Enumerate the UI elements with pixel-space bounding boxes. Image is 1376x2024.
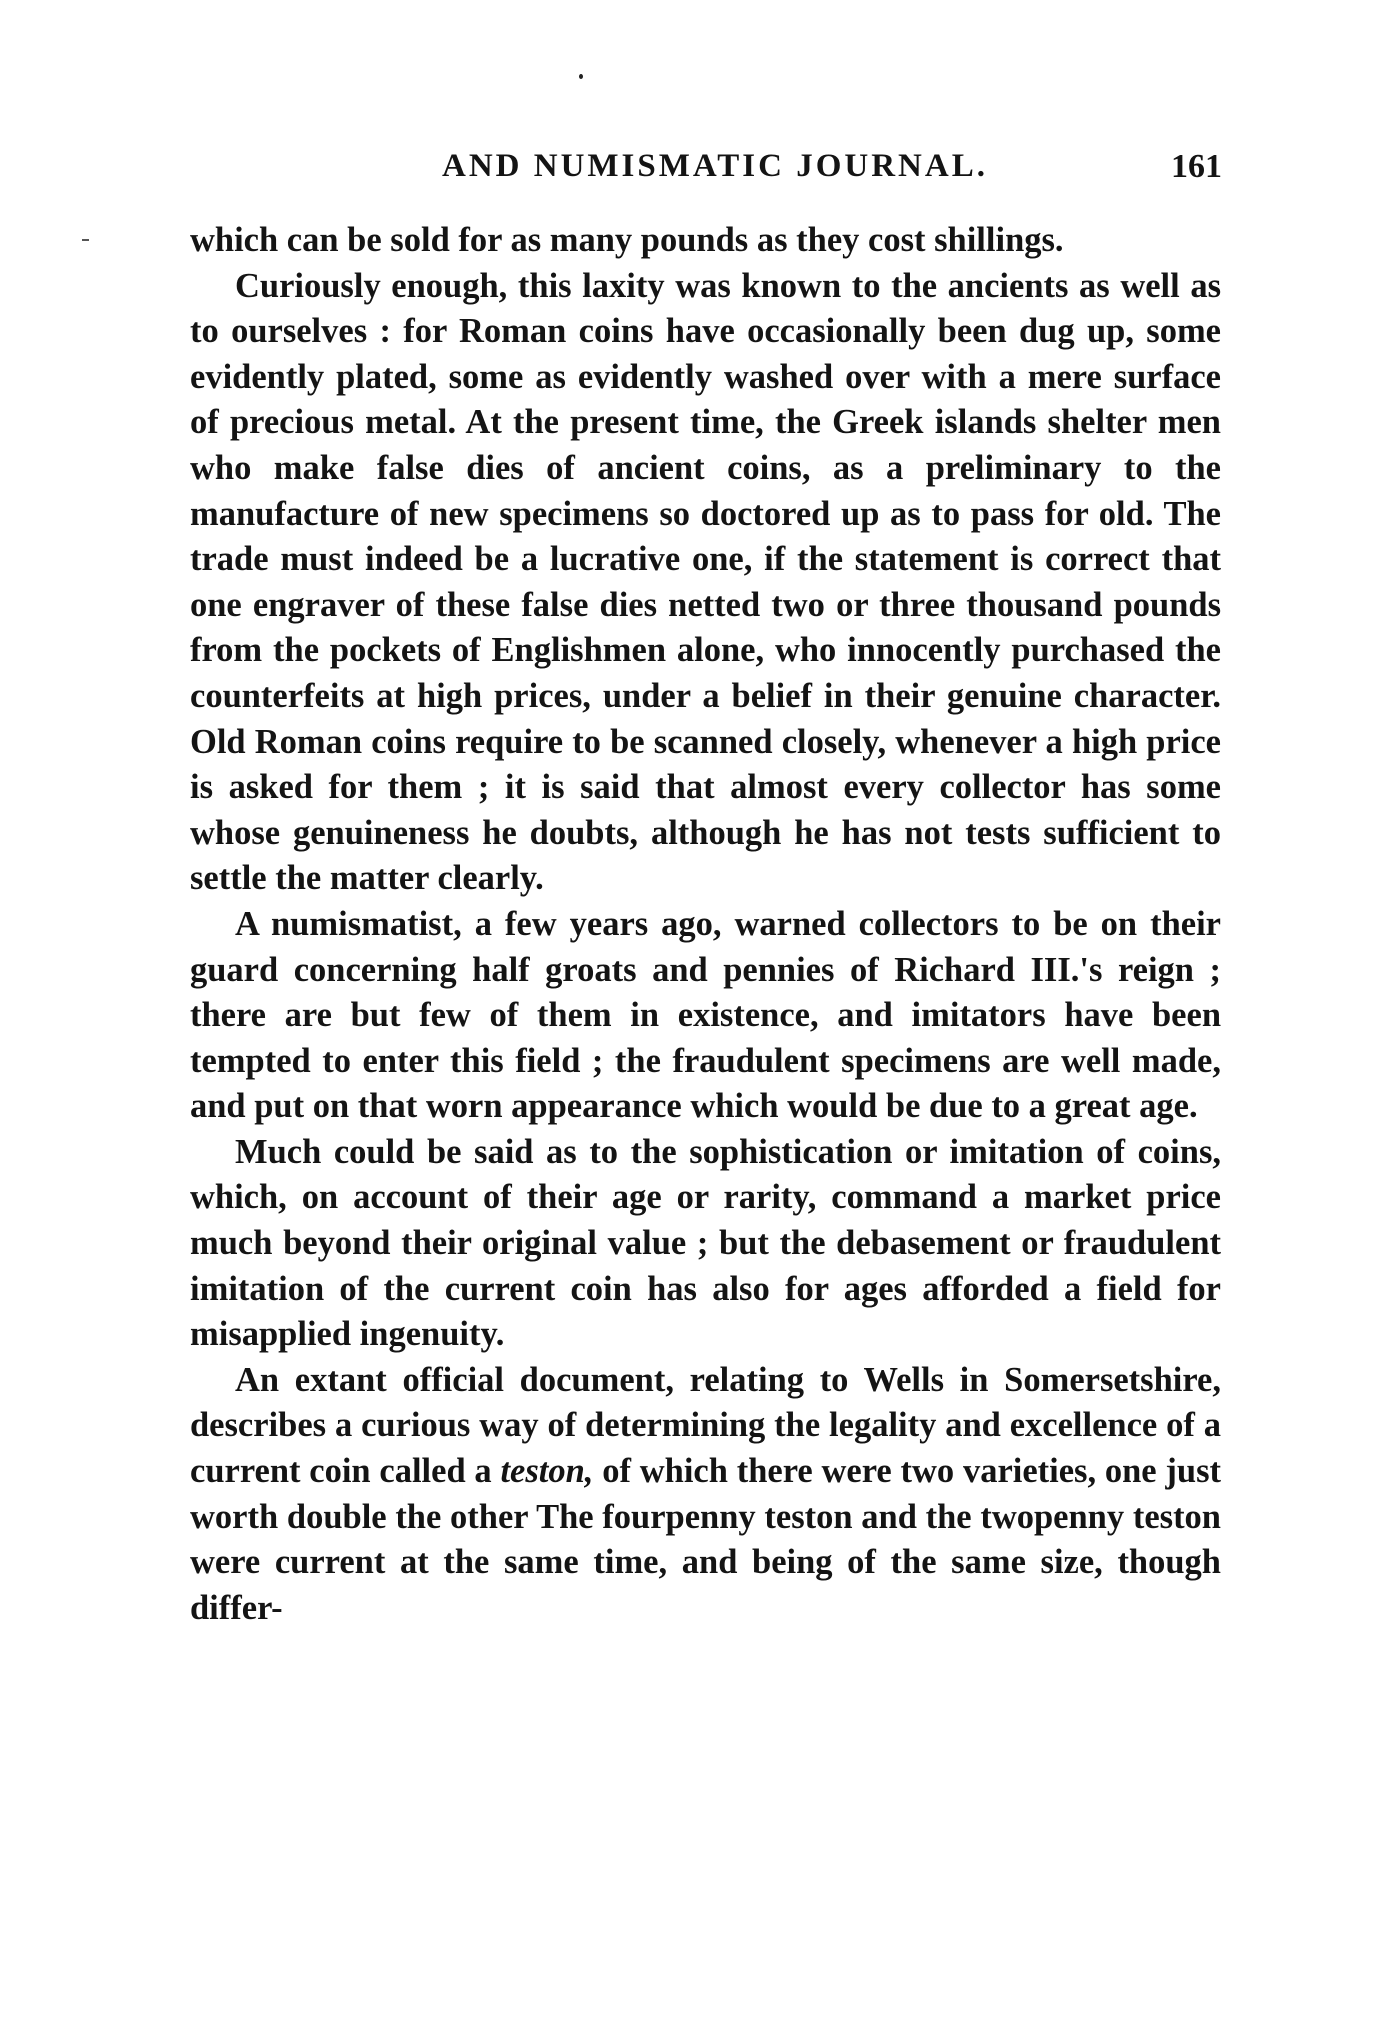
- paragraph-3: A numismatist, a few years ago, warned collectors to be on their guard concerning half groats and pennies of Richard III.'s reign ; there are but few of them in existence, and imitators have been tempted to enter this field ; the fraudulent specimens are well made, and put on that worn appearance which would be due to a great age.: [190, 904, 1221, 1126]
- paragraph-2: Curiously enough, this laxity was known to the ancients as well as to ourselves : for Roman coins have occasionally been dug up, some evidently plated, some as evidently washed over with a mere surface of precious metal. At the present time, the Greek islands shelter men who make false dies of ancient coins, as a preliminary to the manufacture of new specimens so doctored up as to pass for old. The trade must indeed be a lucrative one, if the statement is correct that one engraver of these false dies netted two or three thousand pounds from the pockets of Englishmen alone, who innocently purchased the counterfeits at high prices, under a belief in their genuine character. Old Roman coins require to be scanned closely, whenever a high price is asked for them ; it is said that almost every collector has some whose genuineness he doubts, although he has not tests sufficient to settle the matter clearly.: [190, 266, 1221, 898]
- paragraph-4: Much could be said as to the sophistication or imitation of coins, which, on account of their age or rarity, command a market price much beyond their original value ; but the debasement or fraudulent imitation of the current coin has also for ages afforded a field for misapplied ingenuity.: [190, 1132, 1221, 1354]
- italic-term-teston: teston,: [500, 1452, 594, 1491]
- paragraph-5: [190, 1358, 1221, 1632]
- running-title: AND NUMISMATIC JOURNAL.: [442, 148, 988, 184]
- paragraph-5-text-end: of which there were two varieties, one just worth double the other The fourpenny teston and the twopenny teston were current at the same time, and being of the same size, though differ-: [190, 1452, 1221, 1627]
- paragraph-1: which can be sold for as many pounds as they cost shillings.: [190, 221, 1064, 259]
- body-text: [190, 218, 1221, 1631]
- print-mark: [82, 239, 89, 241]
- print-speck: [579, 74, 583, 79]
- paragraph-5-text-start: An extant official document, relating to Wells in Somersetshire, describes a curious way of determining the legality and excellence of a current coin called a: [190, 1360, 1221, 1491]
- page-header: [188, 148, 1222, 198]
- page-number: 161: [1171, 148, 1222, 185]
